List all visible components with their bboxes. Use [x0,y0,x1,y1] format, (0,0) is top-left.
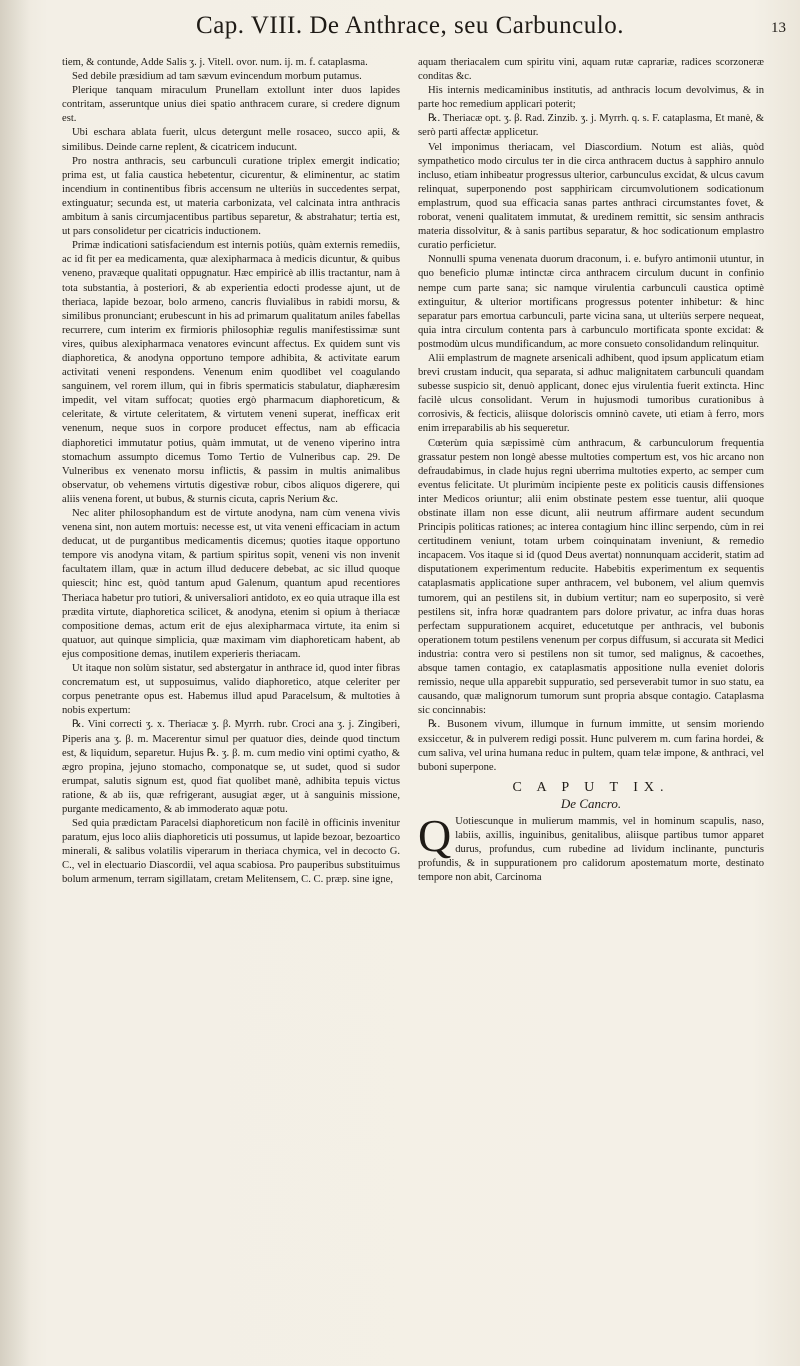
paragraph: Nonnulli spuma venenata duorum draconum, i. e. bufyro antimonii utuntur, in quo beneficio plumæ intinctæ circa anthracem circulum ducunt in confinio nempe cum parte sana; sic namque virulentia carbunculi caustica optimè extinguitur, & ulterior mortificans progressus potenter inhibetur: & hinc separatur pars emortua carbunculi, parte vicina sana, ut ulteriùs serpere nequeat, quia intra circulum contenta pars à carbunculo mortificata sponte excidat: & postmodùm ulcus mundificandum, ac more consueto consolidandum relinquitur. [418,254,764,350]
opening-text: Uotiescunque in mulierum mammis, vel in hominum scapulis, naso, labiis, axillis, inguinibus, genitalibus, aliisque partibus tumor apparet durus, profundus, cum rubedine ad lividum inclinante, puncturis profundis, & in suppurationem pro calidorum apostematum morte, destinato tempore non abit, Carcinoma [418,815,764,884]
paragraph: Plerique tanquam miraculum Prunellam extollunt inter duos lapides contritam, asseruntque unius diei spatio anthracem curare, si credere dignum est. [62,85,400,125]
drop-cap-initial: Q [418,809,452,861]
paragraph: Sed debile præsidium ad tam sævum evincendum morbum putamus. [72,71,362,83]
recipe-paragraph: ℞. Busonem vivum, illumque in furnum immitte, ut sensim moriendo exsiccetur, & in pulverem redigi possit. Hunc pulverem m. cum farina hordei, & cum saliva, vel urina humana reduc in pultem, quam telæ impone, & anthraci, vel buboni superpone. [418,719,764,773]
right-text-column [418,56,764,1356]
paragraph: Vel imponimus theriacam, vel Diascordium. Notum est aliàs, quòd sympathetico modo circulus ter in die circa anthracem ductus à sapphiro annulo incluso, etiam inhibeatur progressus ulterior, carbunculus excidat, & ulcus cavum relinquat, superponendo post sapphiricam circumvolutionem sodicationum emplastrum, quod sua efficacia sanas partes anthraci circumstantes fovet, & roborat, veneni qualitatem immutat, & uredinem remittit, sic sensim anthracis materia dissolvitur, & à sanis partibus separatur, & hoc sodicationum emplastro curatio perficietur. [418,141,764,252]
chapter-heading: C A P U T IX. [512,779,670,795]
recipe-paragraph: ℞. Vini correcti ʒ. x. Theriacæ ʒ. β. Myrrh. rubr. Croci ana ʒ. j. Zingiberi, Piperis ana ʒ. β. m. Macerentur simul per quatuor dies, deinde quod tinctum est, & liquidum, separetur. Hujus ℞. ʒ. β. m. cum medio vini optimi cyatho, & ægro propina, jejuno stomacho, componatque se, ut sudet, quod si sudor erumpat, salutis signum est, quod fiat quolibet manè, adhibita tepuis victus ratione, & ab iis, quæ refrigerant, ausugiat æger, ut à sanguinis missione, purgante medicamento, & ab immoderato aquæ potu. [62,719,400,815]
paragraph: Primæ indicationi satisfaciendum est internis potiùs, quàm externis remediis, ac id fit per ea medicamenta, quæ alexipharmaca à medicis dicuntur, & quibus veneno, pravæque qualitati oppugnatur. Hæc empiricè ab illis tractantur, nam à tota substantia, à posteriori, & ab experientia edocti prodesse ajunt, ut de theriaca, lapide bezoar, bolo armeno, cancris fluvialibus in rabidi morsu, & similibus pronunciant; erubescunt in his ad primarum qualitatum aniles fabellas recurrere, cum interim ex firmioris philosophiæ regulis manifestissimæ sunt vires, quibus alexipharmaca venatores evincunt affectus. Ex quidem sunt vis diaphoretica, & anodyna opportuno tempore adhibita, & activitate earum activitati veneni respondens. Venenum enim quodlibet vel coagulando sanguinem, vel rorem illum, qui in fibris spermaticis stabulatur, diaphæresim impedit, vel vitam suffocat; quoties ergò pharmacum diaphoreticum, & celeritate, & virtute celeritatem, & virtutem veneni superat, inefficax erit venenum, neque suos in corpore producet effectus, nam ab efficacia diaphoretici immutatur potius, quàm immutat, ut de veneno viperino intra stomachum assumpto dicemus Tomo Tertio de Vulneribus cap. 29. De Vulneribus ex venenato morsu inflictis, & passim in multis animalibus observatur, ob vehemens virtutis digestivæ robur, cibos aliquos digerere, qui aliis venena forent, ut bubus, & sturnis cicuta, capris Nerium &c. [62,240,400,505]
paragraph: tiem, & contunde, Adde Salis ʒ. j. Vitell. ovor. num. ij. m. f. cataplasma. [62,57,368,68]
paragraph: Cœterùm quia sæpissimè cùm anthracum, & carbunculorum frequentia grassatur pestem non longè abesse multoties compertum est, vos hic arcano non defraudabimus, in clade hujus regni uberrima multoties experto, ac semper cum eventus felicitate. Ut plurimùm incipiente peste ex politicis causis diffensiones inter Medicos oriuntur; alii enim obstinate pestem esse tuentur, alii quoque obstinate illam non esse dicunt, alii neutrum affirmare audent secundum Principis politicas rationes; ac interea contagium hinc illinc serpendo, cùm in rei certitudinem veniunt, totam urbem coinquinatam inveniunt, & remedio incapacem. Vos itaque si id (quod Deus avertat) nonnunquam acciderit, statim ad disputationem experimentum reducite. Habebitis experimentum ex sequentis cataplasmatis applicatione super anthracem, vel bubonem, vel alium quemvis tumorem, qui an pestilens sit, in dubium vertitur; nam eo superposito, si verè pestilens sit, infra horæ quadrantem pars dolore privatur, ac infra duas horas perfectam suppurationem acquiret, educetutque per anthracis, vel bubonis operationem totum pestilens venenum per corpus diffusum, si accurata sit Medici industria: contra vero si pestilens non sit tumor, sed malignus, & cacoethes, absque tamen contagio, ex cataplasmatis appositione nulla eveniet doloris remissio, neque ulla apparebit suppuratio, sed perseverabit tumor in suo statu, ea causando, quæ malignorum tumorum sunt propria absque contagio. Cataplasma sic concinnabis: [418,437,764,717]
running-head [60,8,800,48]
chapter-subtitle: De Cancro. [560,795,622,811]
paragraph: Sed quia prædictam Paracelsi diaphoreticum non facilè in officinis invenitur paratum, ejus loco aliis diaphoreticis uti possumus, ut lapide bezoar, bezoartico minerali, & salibus volatilis viperarum in theriaca chymica, vel in decocto G. C., vel in electuario Diascordii, vel aqua scabiosa. Pro pauperibus substituimus bolum armenum, terram sigillatam, cretam Melitensem, C. C. præp. sine igne, [62,818,400,886]
paragraph: Alii emplastrum de magnete arsenicali adhibent, quod ipsum applicatum etiam brevi crustam inducit, qua separata, si adhuc malignitatem carbunculi quandam subesse suspicio sit, denuò applicant, donec ejus virulentia fuerit extincta. Hinc facilè ulcus consolidant. Verum in hujusmodi tumoribus curationibus à corrosivis, & fecticis, aliisque doloriscis omninò cavete, uti etiam à ferro, mors enim irreparabilis ab his sequeretur. [418,352,764,435]
page-gutter-shadow [0,0,30,1366]
page-number: 13 [771,20,786,36]
paragraph: His internis medicaminibus institutis, ad anthracis locum devolvimus, & in parte hoc remedium applicari poterit; [418,85,764,111]
paragraph: aquam theriacalem cum spiritu vini, aquam rutæ caprariæ, radices scorzoneræ conditas &c. [418,57,764,83]
chapter-running-title: Cap. VIII. De Anthrace, seu Carbunculo. [196,12,624,39]
left-text-column [62,56,400,1356]
paragraph: Nec aliter philosophandum est de virtute anodyna, nam cùm venena vivis venena sint, non autem mortuis: necesse est, ut vita veneni efficaciam in actum deducat, ut de purgantibus medicamentis dicemus; quoties itaque opportuno tempore vis anodyna vitam, & partium spiritus sopit, veneni vis non invenit facultatem illam, quæ in actum illud deducere debebat, ac sic illud quoque quiescit; hinc est, quòd tantum apud Galenum, quantum apud recentiores Theriaca habetur pro tutiori, & universaliori antidoto, ex eo quia utraque illa est prædita virtute, diaphoretica scilicet, & anodyna, etenim si opium à theriacæ compositione demas, actum erit de ejus alexipharmaca virtute, ita enim si quatuor, aut quinque simplicia, quæ maximam vim diaphoreticam habent, ab ejus compositione demas, inutilem experieris theriacam. [62,508,400,660]
recipe-paragraph: ℞. Theriacæ opt. ʒ. β. Rad. Zinzib. ʒ. j. Myrrh. q. s. F. cataplasma, Et manè, & serò parti affectæ applicetur. [418,113,764,139]
paragraph: Pro nostra anthracis, seu carbunculi curatione triplex emergit indicatio; prima est, ut falia caustica hebetentur, cicurentur, & eliminentur, ac statim incendium in continentibus fibris accensum ne ulteriùs in succedentes serpat, extinguatur; secunda est, ut materia carbonizata, vel calcinata intra anthracis ambitum à sanis circumjacentibus partibus separetur, & abstrahatur; tertia est, ut pars consolidetur per cicatricis inductionem. [62,155,400,238]
paragraph: Ut itaque non solùm sistatur, sed abstergatur in anthrace id, quod inter fibras concrematum est, ut supposuimus, valido diaphoretico, atque celeriter per corpus penetrante opus est. Habemus illud apud Paracelsum, & multoties à nobis expertum: [62,663,400,717]
paragraph: Ubi eschara ablata fuerit, ulcus detergunt melle rosaceo, succo apii, & similibus. Deinde carne replent, & cicatricem inducunt. [62,127,400,153]
chapter-opening-paragraph [418,809,764,885]
